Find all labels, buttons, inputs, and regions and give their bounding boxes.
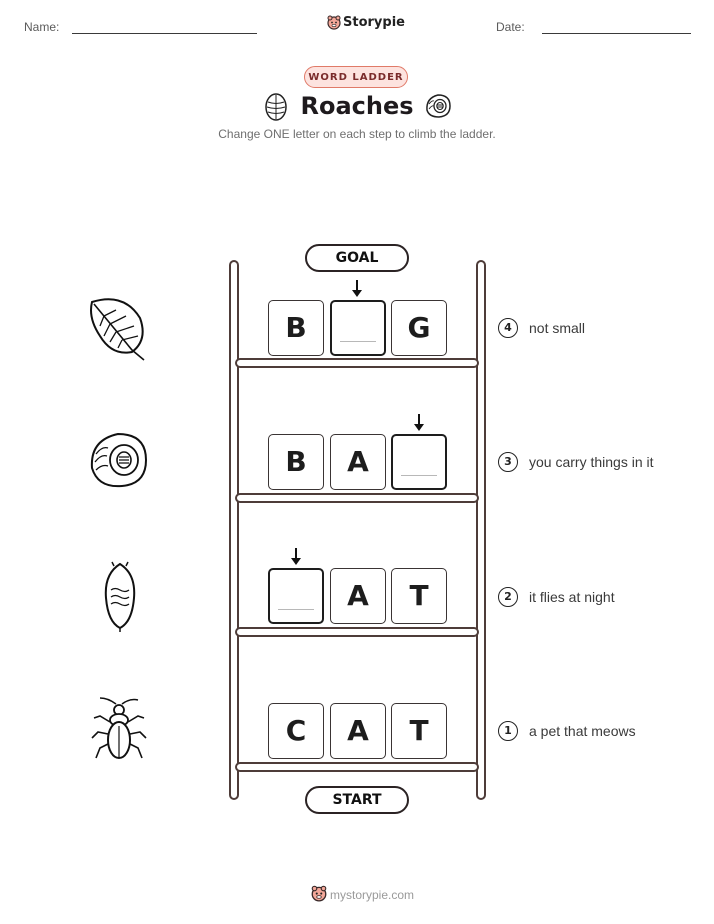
arrow-down-icon: [351, 280, 363, 298]
blank-letter-tile[interactable]: [391, 434, 447, 490]
arrow-down-icon: [290, 548, 302, 566]
step-clue: not small: [529, 320, 586, 336]
ladder-rung-2: [235, 627, 479, 637]
storypie-footer-logo-icon: [310, 884, 328, 902]
word-ladder-badge: WORD LADDER: [304, 66, 408, 88]
step-number-badge: 4: [498, 318, 518, 338]
letter-tile: T: [391, 568, 447, 624]
start-label: START: [305, 786, 409, 814]
letter-tile: A: [330, 434, 386, 490]
snail-shell-title-icon: [424, 92, 452, 120]
letter-tile: T: [391, 703, 447, 759]
letter-tile: A: [330, 568, 386, 624]
leaf-icon: [84, 292, 150, 362]
page-title: Roaches: [300, 92, 414, 120]
ladder-rung-3: [235, 493, 479, 503]
name-line[interactable]: [72, 33, 257, 34]
ladder-rung-1: [235, 762, 479, 772]
letter-tile: B: [268, 434, 324, 490]
letter-tile: A: [330, 703, 386, 759]
brand-name: Storypie: [343, 15, 405, 30]
instructions: Change ONE letter on each step to climb the ladder.: [218, 127, 496, 141]
letter-tile: B: [268, 300, 324, 356]
egg-case-icon: [100, 560, 140, 632]
blank-letter-tile[interactable]: [268, 568, 324, 624]
letter-tile: G: [391, 300, 447, 356]
cockroach-icon: [90, 696, 148, 764]
letter-tile: C: [268, 703, 324, 759]
step-number-badge: 1: [498, 721, 518, 741]
ladder-right-rail: [476, 260, 486, 800]
goal-label: GOAL: [305, 244, 409, 272]
step-number-badge: 3: [498, 452, 518, 472]
name-label: Name:: [24, 20, 60, 34]
date-label: Date:: [496, 20, 525, 34]
ladder-left-rail: [229, 260, 239, 800]
step-clue: it flies at night: [529, 589, 615, 605]
step-clue: you carry things in it: [529, 454, 654, 470]
storypie-logo-icon: [326, 14, 342, 30]
snail-shell-icon: [86, 428, 150, 492]
step-number-badge: 2: [498, 587, 518, 607]
arrow-down-icon: [413, 414, 425, 432]
blank-letter-tile[interactable]: [330, 300, 386, 356]
date-line[interactable]: [542, 33, 691, 34]
ladder-rung-4: [235, 358, 479, 368]
footer-url: mystorypie.com: [330, 888, 415, 902]
step-clue: a pet that meows: [529, 723, 636, 739]
